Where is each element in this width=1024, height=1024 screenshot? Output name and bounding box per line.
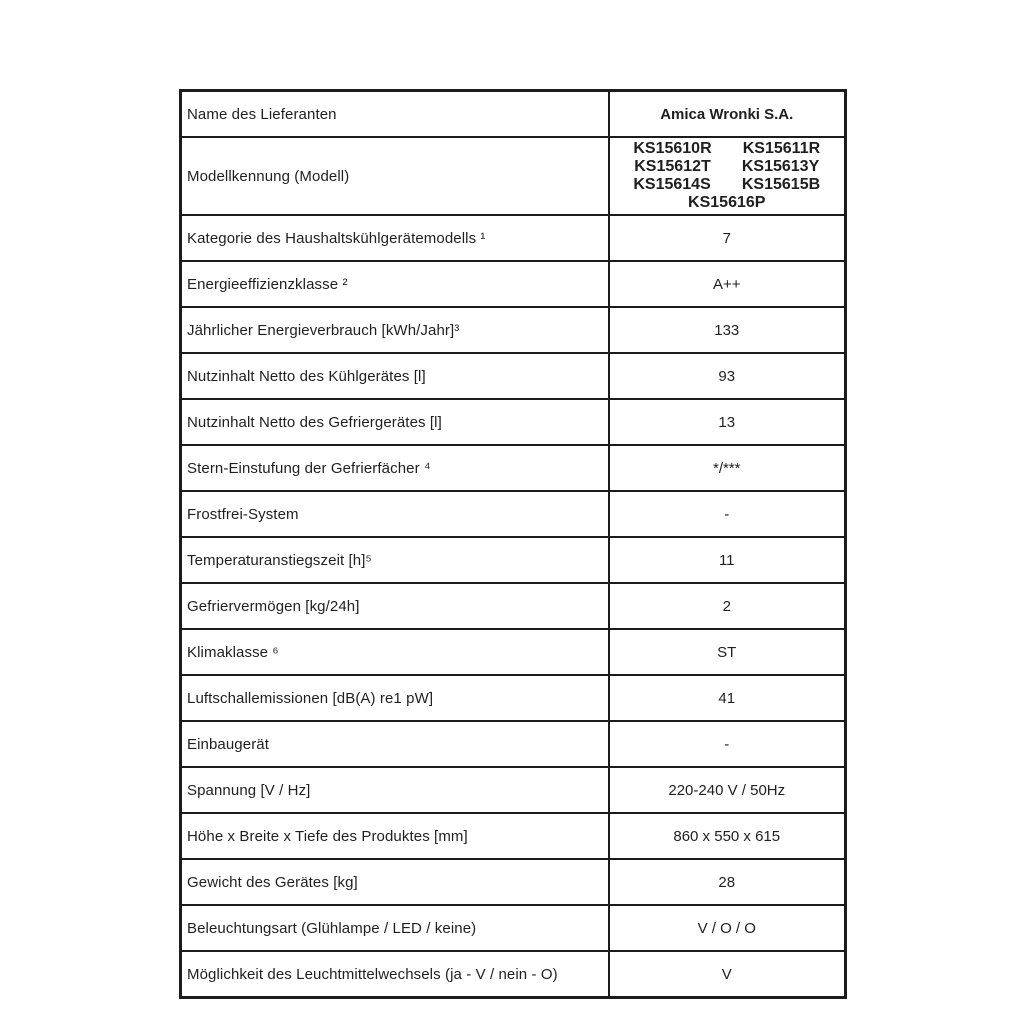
table-row: [181, 537, 846, 583]
row-label: Kategorie des Haushaltskühlgerätemodells ¹: [181, 215, 609, 261]
table-row: [181, 767, 846, 813]
table-row: [181, 491, 846, 537]
table-row: [181, 675, 846, 721]
row-value: */***: [609, 445, 846, 491]
row-value: Amica Wronki S.A.: [609, 91, 846, 138]
row-label: Frostfrei-System: [181, 491, 609, 537]
row-label: Nutzinhalt Netto des Kühlgerätes [l]: [181, 353, 609, 399]
row-value: 860 x 550 x 615: [609, 813, 846, 859]
table-body: [181, 91, 846, 998]
table-row: [181, 951, 846, 998]
row-value: 220-240 V / 50Hz: [609, 767, 846, 813]
row-value: 28: [609, 859, 846, 905]
row-label: Stern-Einstufung der Gefrierfächer ⁴: [181, 445, 609, 491]
table-row: [181, 261, 846, 307]
row-value: -: [609, 721, 846, 767]
product-data-table: [179, 89, 847, 999]
row-value: ST: [609, 629, 846, 675]
row-label: Gewicht des Gerätes [kg]: [181, 859, 609, 905]
row-value: 93: [609, 353, 846, 399]
row-value: A++: [609, 261, 846, 307]
row-label: Gefriervermögen [kg/24h]: [181, 583, 609, 629]
table-row: [181, 445, 846, 491]
table-row: [181, 91, 846, 138]
table-row: [181, 721, 846, 767]
row-label: Temperaturanstiegszeit [h]⁵: [181, 537, 609, 583]
row-label: Jährlicher Energieverbrauch [kWh/Jahr]³: [181, 307, 609, 353]
row-label: Nutzinhalt Netto des Gefriergerätes [l]: [181, 399, 609, 445]
row-label: Energieeffizienzklasse ²: [181, 261, 609, 307]
row-value: 41: [609, 675, 846, 721]
row-value: 2: [609, 583, 846, 629]
table-row: [181, 399, 846, 445]
row-value: [609, 137, 846, 215]
row-value: 13: [609, 399, 846, 445]
row-value: V / O / O: [609, 905, 846, 951]
row-label: Modellkennung (Modell): [181, 137, 609, 215]
row-label: Möglichkeit des Leuchtmittelwechsels (ja - V / nein - O): [181, 951, 609, 998]
table-row: [181, 353, 846, 399]
table-row: [181, 905, 846, 951]
table-row: [181, 629, 846, 675]
row-label: Einbaugerät: [181, 721, 609, 767]
row-label: Spannung [V / Hz]: [181, 767, 609, 813]
row-label: Luftschallemissionen [dB(A) re1 pW]: [181, 675, 609, 721]
table-row: [181, 215, 846, 261]
row-label: Name des Lieferanten: [181, 91, 609, 138]
model-line: KS15610R KS15611R: [633, 140, 821, 157]
table-row: [181, 813, 846, 859]
row-value: 11: [609, 537, 846, 583]
row-label: Beleuchtungsart (Glühlampe / LED / keine): [181, 905, 609, 951]
model-line: KS15612T KS15613Y: [634, 158, 820, 175]
row-label: Höhe x Breite x Tiefe des Produktes [mm]: [181, 813, 609, 859]
table-row: [181, 583, 846, 629]
product-fiche: [179, 89, 845, 999]
table-row model-row: [181, 137, 846, 215]
row-label: Klimaklasse ⁶: [181, 629, 609, 675]
table-row: [181, 307, 846, 353]
model-line: KS15614S KS15615B: [633, 176, 821, 193]
model-line: KS15616P: [688, 194, 766, 211]
row-value: V: [609, 951, 846, 998]
row-value: 7: [609, 215, 846, 261]
row-value: 133: [609, 307, 846, 353]
table-row: [181, 859, 846, 905]
row-value: -: [609, 491, 846, 537]
